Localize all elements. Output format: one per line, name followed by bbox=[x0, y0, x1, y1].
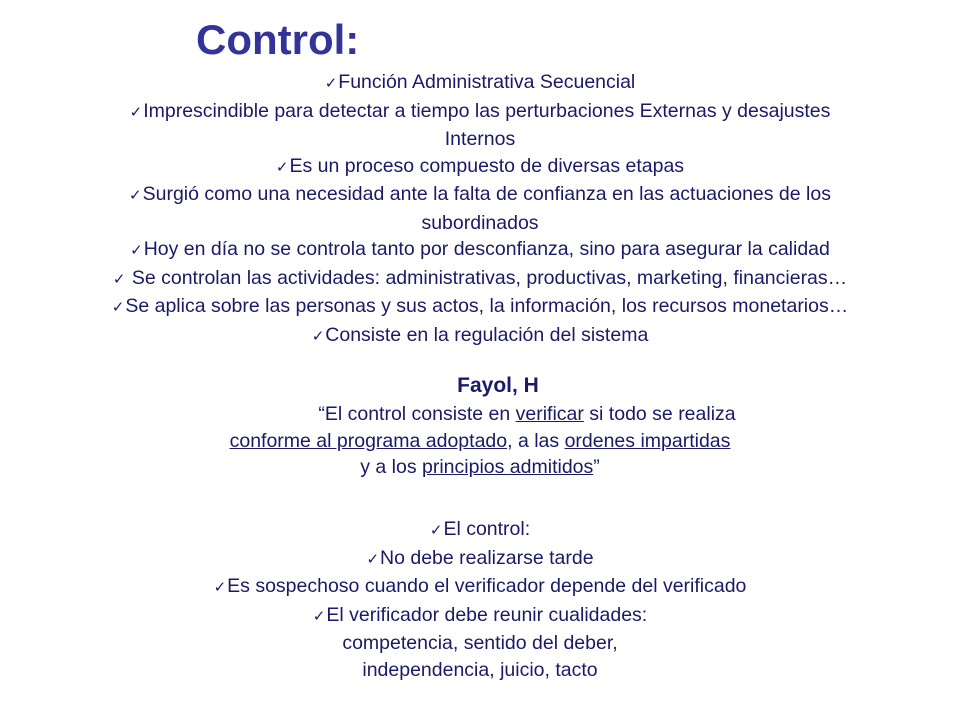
underlined-term: ordenes impartidas bbox=[564, 429, 731, 452]
bullet-list-control bbox=[10, 69, 950, 350]
list-item: ✓El verificador debe reunir cualidades: bbox=[312, 603, 648, 626]
checkmark-icon: ✓ bbox=[311, 327, 325, 345]
list-item: ✓Hoy en día no se controla tanto por desconfianza, sino para asegurar la calidad bbox=[130, 238, 830, 260]
checkmark-icon: ✓ bbox=[112, 270, 126, 288]
checkmark-icon: ✓ bbox=[275, 158, 289, 176]
list-item: ✓Consiste en la regulación del sistema bbox=[311, 323, 649, 346]
checkmark-icon: ✓ bbox=[111, 299, 125, 316]
fayol-heading: Fayol, H bbox=[457, 374, 539, 397]
list-item: ✓ Se controlan las actividades: administrativas, productivas, marketing, financieras… bbox=[112, 266, 848, 289]
checkmark-icon: ✓ bbox=[366, 550, 380, 568]
list-item-continuation: Internos bbox=[444, 128, 516, 150]
list-item: ✓No debe realizarse tarde bbox=[366, 546, 594, 569]
checkmark-icon: ✓ bbox=[129, 103, 143, 121]
list-item: ✓El control: bbox=[429, 518, 531, 540]
bullet-list-el-control bbox=[10, 516, 950, 683]
list-item-continuation: subordinados bbox=[421, 211, 539, 234]
checkmark-icon: ✓ bbox=[129, 187, 142, 204]
checkmark-icon: ✓ bbox=[130, 242, 143, 259]
list-item: ✓Surgió como una necesidad ante la falta de confianza en las actuaciones de los bbox=[129, 183, 831, 205]
checkmark-icon: ✓ bbox=[213, 579, 227, 596]
list-item: ✓Es sospechoso cuando el verificador depende del verificado bbox=[213, 575, 747, 597]
checkmark-icon: ✓ bbox=[429, 522, 443, 539]
qualities-line: competencia, sentido del deber, bbox=[342, 632, 618, 654]
fayol-quote bbox=[10, 401, 950, 481]
checkmark-icon: ✓ bbox=[324, 75, 338, 92]
list-item: ✓Imprescindible para detectar a tiempo las perturbaciones Externas y desajustes bbox=[129, 99, 831, 122]
checkmark-icon: ✓ bbox=[312, 607, 326, 625]
quote-line: y a los principios admitidos” bbox=[360, 456, 600, 478]
underlined-term: principios admitidos bbox=[422, 456, 594, 478]
list-item: ✓Función Administrativa Secuencial bbox=[324, 71, 636, 93]
quote-line: conforme al programa adoptado, a las ordenes impartidas bbox=[229, 429, 731, 452]
quote-line: “El control consiste en verificar si todo se realiza bbox=[318, 403, 736, 425]
list-item: ✓Es un proceso compuesto de diversas etapas bbox=[275, 154, 685, 177]
list-item: ✓Se aplica sobre las personas y sus actos, la información, los recursos monetarios… bbox=[111, 295, 849, 317]
underlined-term: conforme al programa adoptado bbox=[229, 429, 508, 452]
slide-title: Control: bbox=[196, 16, 360, 63]
qualities-line: independencia, juicio, tacto bbox=[362, 658, 598, 681]
underlined-term: verificar bbox=[515, 403, 584, 425]
